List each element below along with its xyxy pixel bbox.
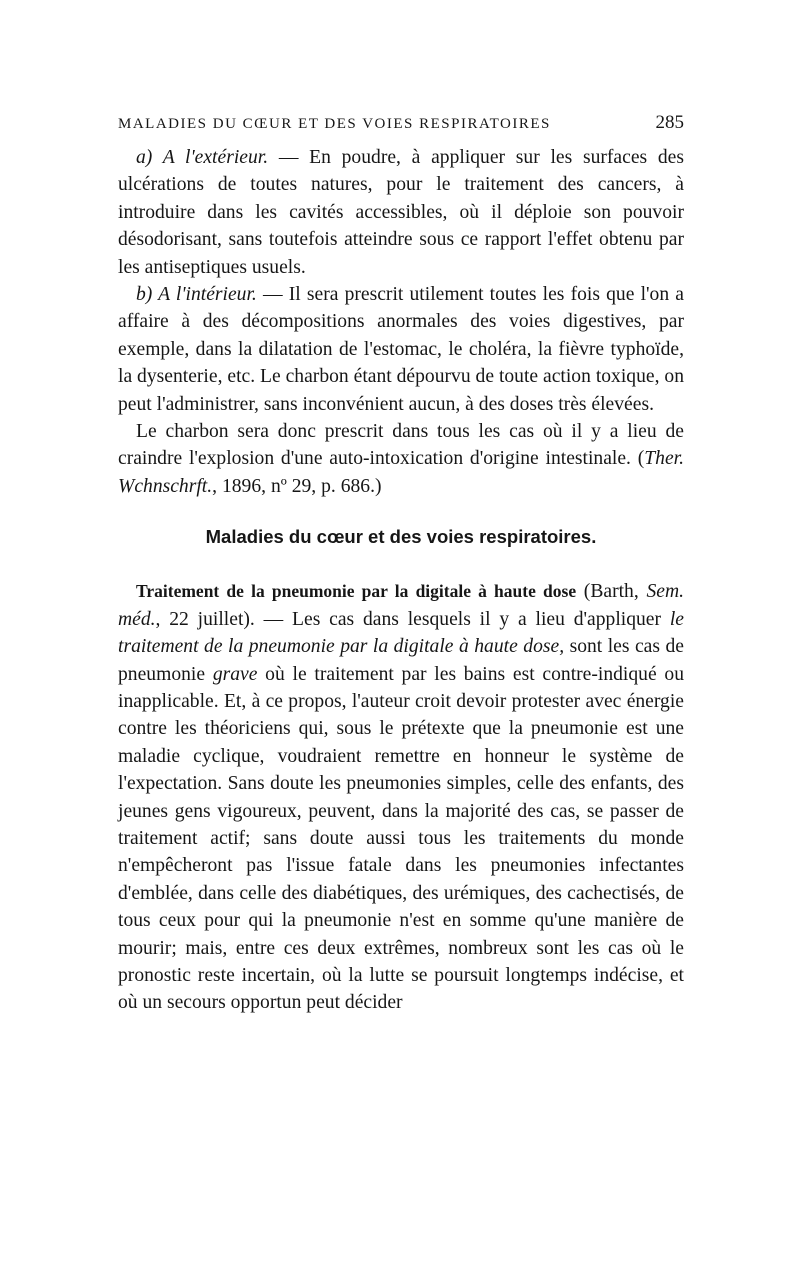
paragraph-charbon-text: Le charbon sera donc prescrit dans tous les cas où il y a lieu de craindre l'explosion d'une auto-intoxication d'origine intestinale. ( (118, 421, 684, 470)
entry-date: , 22 juillet). — Les cas dans lesquels il y a lieu d'appliquer (155, 608, 670, 630)
entry-topic: le traitement de la pneumonie par la digitale à haute dose, (118, 608, 684, 658)
paragraph-charbon (118, 418, 684, 500)
entry-body-2: où le traitement par les bains est contre-indiqué ou inapplicable. Et, à ce propos, l'auteur croit devoir protester avec énergie contre les théoriciens qui, sous le prétexte que la pneumonie est une maladie cyclique, voudraient remettre en honneur le système de l'expectation. Sans doute les pneumonies simples, celle des enfants, des jeunes gens vigoureux, peuvent, dans la majorité des cas, se passer de traitement actif; sans doute aussi tous les traitements du monde n'empêcheront pas l'issue fatale dans les pneumonies infectantes d'emblée, dans celle des diabétiques, des urémiques, des cachectisés, de tous ceux pour qui la pneumonie n'est en somme qu'une manière de mourir; mais, entre ces deux extrêmes, nombreux sont les cas où le pronostic reste incertain, où la lutte se poursuit longtemps indécise, et où un secours opportun peut décider (118, 663, 684, 1014)
paragraph-exterieur (118, 144, 684, 281)
page-number: 285 (655, 112, 684, 133)
running-title: MALADIES DU CŒUR ET DES VOIES RESPIRATOIRES (118, 116, 551, 132)
paragraph-charbon-citation: , 1896, nº 29, p. 686.) (212, 475, 382, 497)
paragraph-exterieur-text: — En poudre, à appliquer sur les surfaces des ulcérations de toutes natures, pour le traitement des cancers, à introduire dans les cavités accessibles, où il déploie son pouvoir désodorisant, sans toutefois atteindre sous ce rapport l'effet obtenu par les antiseptiques usuels. (118, 147, 684, 278)
book-page (118, 112, 684, 1017)
entry-body-1: sont les cas de pneumonie (118, 636, 684, 685)
paragraph-interieur (118, 281, 684, 418)
entry-paragraph (118, 578, 684, 1017)
running-header (118, 112, 684, 134)
paragraph-interieur-text: — Il sera prescrit utilement toutes les fois que l'on a affaire à des décompositions anormales des voies digestives, par exemple, dans la dilatation de l'estomac, le choléra, la fièvre typhoïde, la dysenterie, etc. Le charbon étant dépourvu de toute action toxique, on peut l'administrer, sans inconvénient aucun, à des doses très élevées. (118, 284, 684, 415)
entry-grave: grave (212, 663, 258, 685)
paragraph-exterieur-label: a) A l'extérieur. (136, 147, 269, 168)
entry-title: Traitement de la pneumonie par la digitale à haute dose (136, 581, 577, 602)
section-heading: Maladies du cœur et des voies respiratoires. (205, 526, 597, 548)
entry-source: Sem. méd. (118, 581, 684, 630)
journal-reference: Ther. Wchnschrft. (118, 448, 684, 497)
paragraph-interieur-label: b) A l'intérieur. (136, 284, 257, 306)
entry-author: (Barth, (576, 581, 647, 603)
